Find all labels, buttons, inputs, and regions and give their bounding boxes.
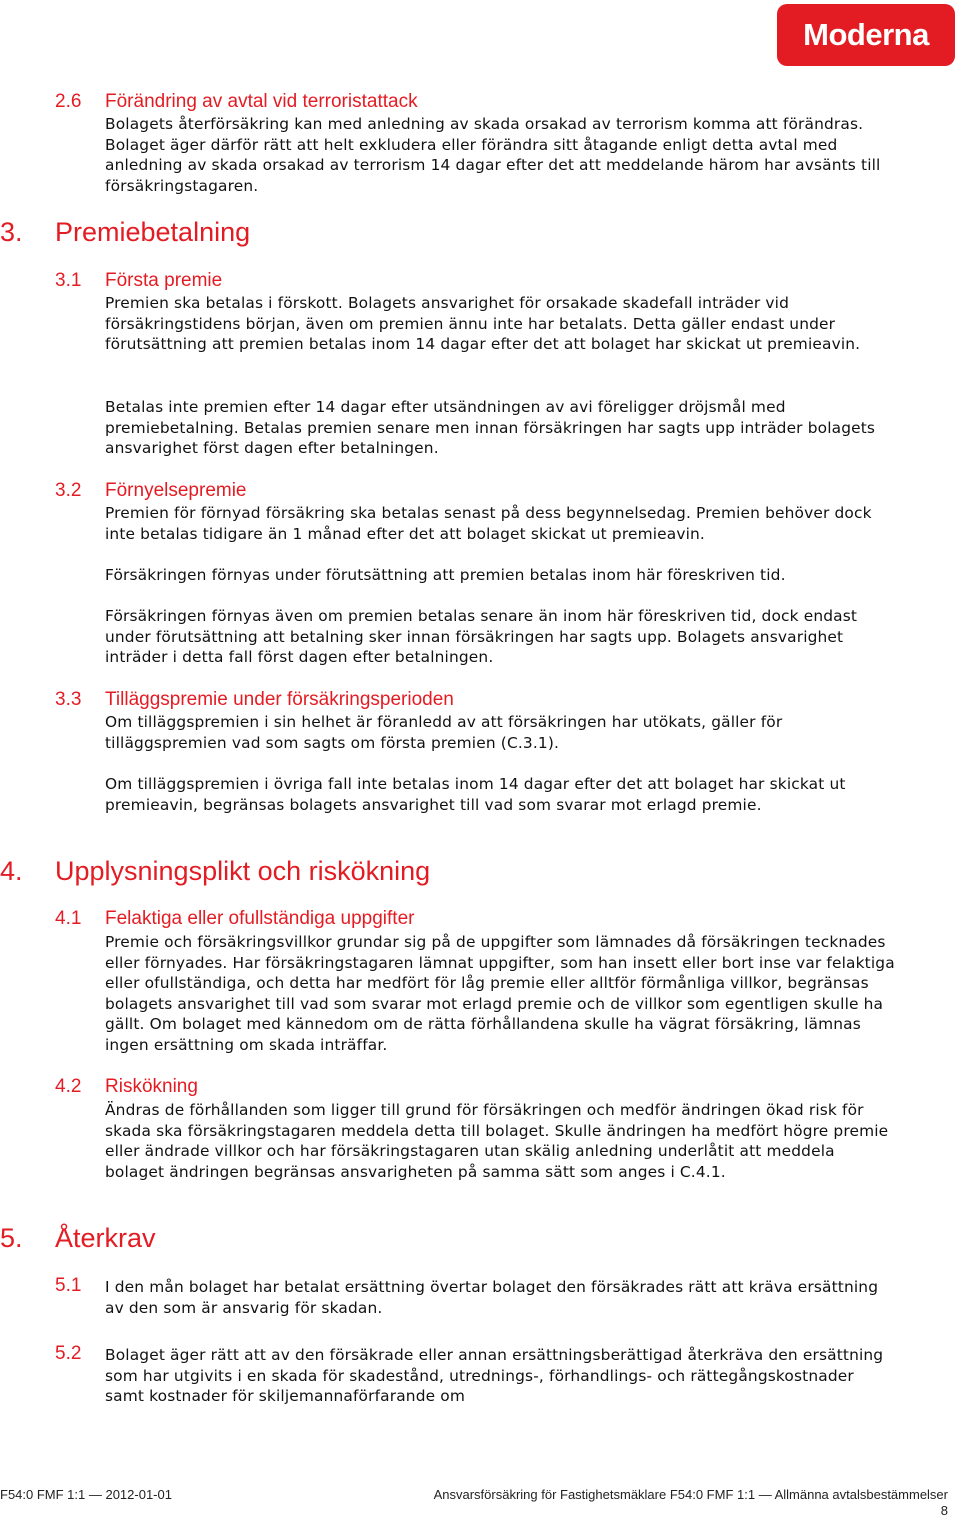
section-3-2-paragraph-1: Premien för förnyad försäkring ska betalas senast på dess begynnelsedag. Premien behöver dock inte betalas tidigare än 1 månad efter det att bolaget skickat ut premieavin. — [105, 504, 872, 543]
section-3-1-title: Första premie — [105, 270, 223, 291]
section-3-2-paragraph-3: Försäkringen förnyas även om premien betalas senare än inom här föreskriven tid, dock endast under förutsättning att betalning sker innan försäkringen har sagts upp. Bolagets ansvarighet inträder i detta fall först dagen efter betalningen. — [105, 607, 858, 667]
section-4-1-paragraph-1: Premie och försäkringsvillkor grundar sig på de uppgifter som lämnades då försäkringen tecknades eller förnyades. Har försäkringstagaren lämnat uppgifter, som han insett eller bort inse var felaktiga eller ofullständiga, och detta har medfört för låg premie eller alltför förmånliga villkor, begränsas bolagets ansvarighet till vad som svarar mot erlagd premie och de villkor som egentligen skulle ha gällt. Om bolaget med kännedom om de rätta förhållandena skulle ha vägrat försäkring, lämnas ingen ersättning om skada inträffar. — [105, 933, 895, 1054]
moderna-logo — [777, 4, 955, 66]
section-3-3-paragraph-2: Om tilläggspremien i övriga fall inte betalas inom 14 dagar efter det att bolaget har skickat ut premieavin, begränsas bolagets ansvarighet till vad som svarar mot erlagd premie. — [105, 775, 846, 814]
section-2-6-text: Bolagets återförsäkring kan med anledning av skada orsakad av terrorism komma att förändras. Bolaget äger därför rätt att helt exkludera eller förändra sitt åtagande enligt detta avtal med anledning av skada orsakad av terrorism 14 dagar efter det att meddelande härom har avsänts till försäkringstagaren. — [105, 115, 881, 195]
section-5-number: 5. — [0, 1223, 23, 1253]
section-3-1-paragraph-2: Betalas inte premien efter 14 dagar efter utsändningen av avi föreligger dröjsmål med premiebetalning. Betalas premien senare men innan försäkringen har sagts upp inträder bolagets ansvarighet först dagen efter betalningen. — [105, 398, 876, 458]
footer-right: Ansvarsförsäkring för Fastighetsmäklare F54:0 FMF 1:1 — Allmänna avtalsbestämmelser — [433, 1487, 948, 1502]
section-5-1-paragraph-1: I den mån bolaget har betalat ersättning övertar bolaget den försäkrades rätt att kräva ersättning av den som är ansvarig för skadan. — [105, 1278, 879, 1317]
footer-left: F54:0 FMF 1:1 — 2012-01-01 — [0, 1487, 172, 1502]
section-5-1-number: 5.1 — [55, 1275, 82, 1296]
section-3-2-number: 3.2 — [55, 480, 82, 501]
section-5-title: Återkrav — [55, 1223, 156, 1253]
section-5-2-paragraph-1: Bolaget äger rätt att av den försäkrade eller annan ersättningsberättigad återkräva den ersättning som har utgivits i en skada för skadestånd, utrednings-, förhandlings- och rättegångskostnader samt kostnader för skiljemannaförfarande om — [105, 1346, 884, 1406]
page-number: 8 — [940, 1503, 948, 1518]
section-3-3-title: Tilläggspremie under försäkringsperioden — [105, 689, 454, 710]
section-3-number: 3. — [0, 217, 23, 247]
section-3-2-paragraph-2: Försäkringen förnyas under förutsättning att premien betalas inom här föreskriven tid. — [105, 566, 786, 584]
section-4-1-number: 4.1 — [55, 908, 82, 929]
section-4-2-paragraph-1: Ändras de förhållanden som ligger till grund för försäkringen och medför ändringen ökad risk för skada ska försäkringstagaren meddela detta till bolaget. Skulle ändringen ha medfört högre premie eller ändrade villkor och har försäkringstagaren utan skälig anledning underlåtit att meddela bolaget ändringen begränsas ansvarigheten på samma sätt som anges i C.4.1. — [105, 1101, 889, 1181]
section-2-6-title: Förändring av avtal vid terroristattack — [105, 91, 418, 112]
section-3-1-paragraph-1: Premien ska betalas i förskott. Bolagets ansvarighet för orsakade skadefall inträder vid försäkringstidens början, även om premien ännu inte har betalats. Detta gäller endast under förutsättning att premien betalas inom 14 dagar efter det att bolaget har skickat ut premieavin. — [105, 294, 861, 354]
section-5-2-number: 5.2 — [55, 1343, 82, 1364]
section-3-3-number: 3.3 — [55, 689, 82, 710]
section-4-2-number: 4.2 — [55, 1076, 82, 1097]
section-3-title: Premiebetalning — [55, 217, 251, 247]
section-3-2-title: Förnyelsepremie — [105, 480, 247, 501]
section-3-1-number: 3.1 — [55, 270, 82, 291]
logo-text: Moderna — [803, 17, 929, 52]
section-4-2-title: Riskökning — [105, 1076, 198, 1097]
section-3-3-paragraph-1: Om tilläggspremien i sin helhet är föranledd av att försäkringen har utökats, gäller för tilläggspremien vad som sagts om första premien (C.3.1). — [105, 713, 783, 752]
section-4-number: 4. — [0, 856, 23, 886]
section-4-title: Upplysningsplikt och riskökning — [55, 856, 431, 886]
section-4-1-title: Felaktiga eller ofullständiga uppgifter — [105, 908, 415, 929]
section-2-6-number: 2.6 — [55, 91, 82, 112]
